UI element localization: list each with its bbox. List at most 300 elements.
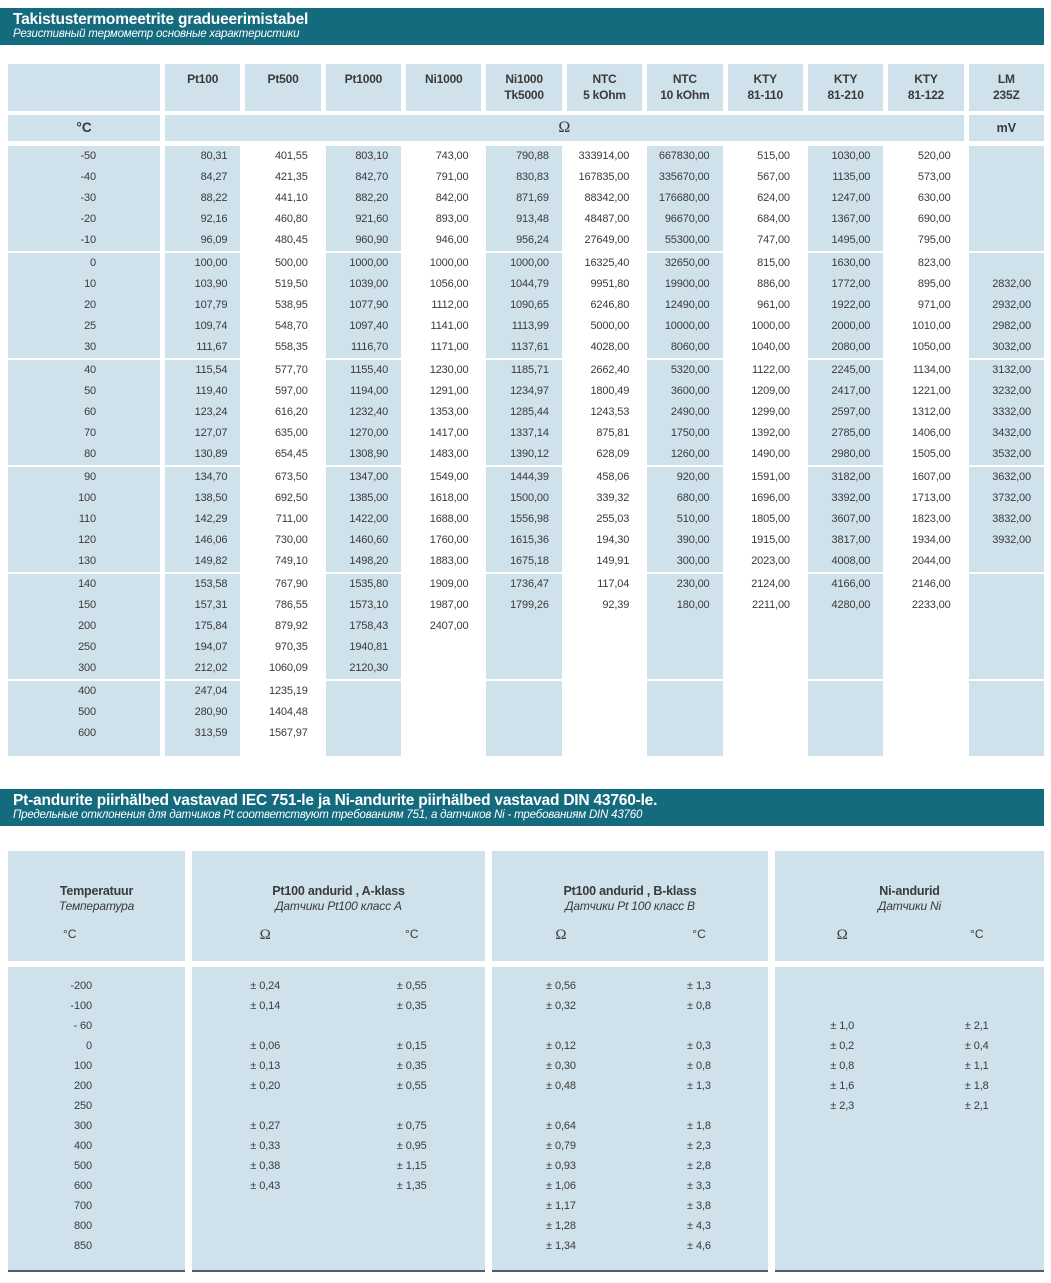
t1-column-header	[165, 64, 240, 111]
t1-value-cell: 673,50	[274, 471, 308, 483]
t1-value-cell: 730,00	[274, 534, 308, 546]
t2-tolerance-cell: ± 0,75	[396, 1120, 427, 1132]
t1-value-cell	[808, 702, 883, 723]
tolerance-panel-ni-sensors	[775, 851, 1044, 1272]
t1-bottom-pad	[486, 744, 561, 756]
t1-value-cell: 180,00	[647, 595, 722, 616]
t2-tolerance-cell	[910, 1216, 1045, 1236]
t1-value-cell: 913,48	[486, 209, 561, 230]
t1-value-cell: 1500,00	[486, 488, 561, 509]
t1-temperature-cell: 300	[8, 658, 160, 679]
t1-value-cell: 3632,00	[969, 467, 1044, 488]
t1-value-cell	[969, 574, 1044, 595]
t1-value-cell: 1799,26	[486, 595, 561, 616]
t1-value-cell	[808, 616, 883, 637]
t1-temperature-cell: -40	[8, 167, 160, 188]
t1-temperature-cell: 200	[8, 616, 160, 637]
t1-value-cell: 1247,00	[808, 188, 883, 209]
t2-tolerance-cell	[775, 976, 910, 996]
t2-tolerance-cell	[339, 1096, 486, 1116]
t2-temperature-cell: 500	[73, 1160, 92, 1172]
t1-value-cell	[888, 723, 963, 744]
t1-value-cell: 1044,79	[486, 274, 561, 295]
t1-value-cell: 1000,00	[326, 253, 401, 274]
t1-value-cell: 103,90	[165, 274, 240, 295]
t1-value-cell: 194,30	[596, 534, 630, 546]
t1-value-cell	[888, 616, 963, 637]
t1-value-cell: 8060,00	[647, 337, 722, 358]
t1-value-cell	[486, 702, 561, 723]
t1-value-cell: 961,00	[757, 299, 790, 311]
tolerance-panel-a-header	[192, 851, 485, 961]
t1-value-cell: 130,89	[165, 444, 240, 465]
tolerance-panel-ni-header	[775, 851, 1044, 961]
t2-tolerance-cell	[775, 1236, 910, 1256]
t2-tolerance-cell: ± 0,13	[250, 1060, 281, 1072]
t1-value-cell: 1556,98	[486, 509, 561, 530]
t2-tolerance-cell	[339, 1216, 486, 1236]
t1-value-cell: 3532,00	[969, 444, 1044, 465]
t1-temperature-cell: 0	[8, 253, 160, 274]
t2-tolerance-cell: ± 0,4	[964, 1040, 989, 1052]
t1-value-cell: 875,81	[596, 427, 630, 439]
t1-value-cell	[969, 595, 1044, 616]
t2-tolerance-cell: ± 0,35	[396, 1000, 427, 1012]
t1-value-cell: 32650,00	[647, 253, 722, 274]
t2-tolerance-cell: ± 1,15	[396, 1160, 427, 1172]
t2-tolerance-cell: ± 2,3	[830, 1100, 855, 1112]
t2-tolerance-cell	[192, 1016, 339, 1036]
t2-tolerance-cell	[910, 1236, 1045, 1256]
tolerance-panel-temperature-header	[8, 851, 185, 961]
t1-column-header	[888, 64, 963, 111]
t1-bottom-pad	[888, 744, 963, 756]
column-header-line2: 235Z	[993, 88, 1020, 102]
column-header-line2: 81-210	[827, 88, 864, 102]
t1-value-cell: 92,39	[602, 599, 630, 611]
t1-value-cell: 871,69	[486, 188, 561, 209]
t1-value-cell	[969, 723, 1044, 744]
t1-value-cell: 2120,30	[326, 658, 401, 679]
t1-value-cell: 1417,00	[429, 427, 469, 439]
t1-value-cell: 157,31	[165, 595, 240, 616]
t1-value-cell: 401,55	[274, 150, 308, 162]
t1-value-cell: 117,04	[597, 578, 630, 590]
t2-tolerance-cell: ± 3,3	[687, 1180, 711, 1192]
t1-value-cell: 920,00	[647, 467, 722, 488]
t1-value-cell: 520,00	[917, 150, 951, 162]
t1-value-cell: 1406,00	[911, 427, 951, 439]
t1-value-cell	[567, 681, 642, 702]
t1-value-cell: 630,00	[917, 192, 951, 204]
t1-value-cell: 4008,00	[808, 551, 883, 572]
t1-value-cell: 48487,00	[584, 213, 630, 225]
t1-value-cell	[647, 658, 722, 679]
t1-value-cell	[969, 551, 1044, 572]
t1-value-cell: 1097,40	[326, 316, 401, 337]
t1-value-cell: 1630,00	[808, 253, 883, 274]
t1-temperature-cell: 80	[8, 444, 160, 465]
t1-value-cell: 1299,00	[751, 406, 790, 418]
t1-corner-cell	[8, 64, 160, 111]
t1-value-cell: 803,10	[326, 146, 401, 167]
t1-value-cell: 421,35	[274, 171, 308, 183]
t1-value-cell: 390,00	[647, 530, 722, 551]
t2-tolerance-cell: ± 0,20	[250, 1080, 281, 1092]
t2-tolerance-cell: ± 4,6	[687, 1240, 711, 1252]
t1-value-cell: 893,00	[435, 213, 469, 225]
t1-value-cell: 1696,00	[751, 492, 790, 504]
panel-unit-ohm: Ω	[555, 927, 567, 943]
t2-tolerance-cell: ± 0,93	[546, 1160, 576, 1172]
t1-value-cell: 1337,14	[486, 423, 561, 444]
t2-temperature-cell: 600	[73, 1180, 92, 1192]
t1-value-cell: 441,10	[274, 192, 308, 204]
t1-value-cell: 2233,00	[911, 599, 951, 611]
t1-value-cell: 3392,00	[808, 488, 883, 509]
t1-value-cell: 1234,97	[486, 381, 561, 402]
t2-tolerance-cell: ± 1,8	[687, 1120, 711, 1132]
t1-value-cell: 149,91	[596, 555, 630, 567]
t1-bottom-pad	[245, 744, 320, 756]
tolerance-table-titlebar	[0, 789, 1044, 826]
t1-value-cell: 55300,00	[647, 230, 722, 251]
t2-tolerance-cell	[492, 1016, 630, 1036]
t1-value-cell: 27649,00	[584, 234, 630, 246]
t2-tolerance-cell: ± 1,06	[546, 1180, 576, 1192]
t1-value-cell: 1185,71	[486, 360, 561, 381]
t1-temperature-cell: 130	[8, 551, 160, 572]
t1-value-cell	[406, 723, 481, 744]
t1-value-cell: 1194,00	[326, 381, 401, 402]
t1-value-cell: 1422,00	[326, 509, 401, 530]
t1-value-cell: 115,54	[165, 360, 240, 381]
t2-tolerance-cell	[630, 1096, 768, 1116]
t1-column-header	[245, 64, 320, 111]
t2-tolerance-cell	[910, 1116, 1045, 1136]
t1-value-cell	[969, 616, 1044, 637]
t1-value-cell	[888, 702, 963, 723]
t1-value-cell: 1141,00	[430, 320, 469, 332]
t2-tolerance-cell: ± 0,30	[546, 1060, 576, 1072]
t1-value-cell: 1392,00	[751, 427, 790, 439]
t1-value-cell: 577,70	[274, 364, 308, 376]
tolerance-b-class-body	[492, 967, 768, 1272]
t1-value-cell: 790,88	[486, 146, 561, 167]
t2-tolerance-cell: ± 3,8	[687, 1200, 711, 1212]
t1-value-cell: 2980,00	[808, 444, 883, 465]
t1-value-cell: 767,90	[274, 578, 308, 590]
t1-value-cell: 749,10	[274, 555, 308, 567]
t2-tolerance-cell	[910, 1156, 1045, 1176]
column-header-line1: KTY	[914, 72, 938, 86]
t1-value-cell: 1922,00	[808, 295, 883, 316]
t1-value-cell: 1688,00	[429, 513, 469, 525]
t1-value-cell	[486, 681, 561, 702]
t1-value-cell: 1308,90	[326, 444, 401, 465]
t1-value-cell	[647, 616, 722, 637]
t1-value-cell: 5000,00	[590, 320, 630, 332]
t1-value-cell: 6246,80	[590, 299, 630, 311]
t1-value-cell: 1987,00	[429, 599, 469, 611]
t2-tolerance-cell: ± 0,06	[250, 1040, 281, 1052]
t1-temperature-cell: 150	[8, 595, 160, 616]
t1-value-cell: 10000,00	[647, 316, 722, 337]
t1-value-cell: 194,07	[165, 637, 240, 658]
t1-value-cell	[969, 681, 1044, 702]
column-header-line1: Pt500	[267, 72, 299, 86]
column-header-line2: 5 kOhm	[583, 88, 626, 102]
t1-value-cell: 1915,00	[751, 534, 790, 546]
t1-value-cell: 823,00	[917, 257, 951, 269]
t1-value-cell: 460,80	[274, 213, 308, 225]
panel-unit-celsius: °C	[692, 927, 706, 941]
t2-tolerance-cell: ± 1,3	[687, 1080, 711, 1092]
t1-value-cell: 1221,00	[911, 385, 951, 397]
t1-value-cell: 1285,44	[486, 402, 561, 423]
t1-value-cell: 2982,00	[969, 316, 1044, 337]
column-header-line1: NTC	[592, 72, 617, 86]
t1-value-cell: 100,00	[165, 253, 240, 274]
t1-bottom-pad	[8, 744, 160, 756]
t1-value-cell: 1495,00	[808, 230, 883, 251]
t2-tolerance-cell: ± 0,24	[250, 980, 281, 992]
panel-title: Temperatuur	[59, 884, 134, 898]
t1-value-cell	[486, 637, 561, 658]
t2-tolerance-cell: ± 0,8	[687, 1000, 711, 1012]
t1-value-cell: 12490,00	[647, 295, 722, 316]
t1-value-cell: 882,20	[326, 188, 401, 209]
t1-value-cell: 1112,00	[431, 299, 469, 311]
t1-value-cell: 2932,00	[969, 295, 1044, 316]
t1-column-header	[567, 64, 642, 111]
t1-value-cell	[406, 637, 481, 658]
t1-value-cell: 255,03	[596, 513, 630, 525]
t2-temperature-cell: -200	[70, 980, 92, 992]
tolerance-temperature-body	[8, 967, 185, 1272]
t1-value-cell	[728, 658, 803, 679]
t1-value-cell: 3132,00	[969, 360, 1044, 381]
t1-bottom-pad	[567, 744, 642, 756]
tolerance-panel-temperature	[8, 851, 185, 1272]
t2-tolerance-cell	[339, 1236, 486, 1256]
t1-value-cell: 558,35	[274, 341, 308, 353]
t2-tolerance-cell	[339, 1196, 486, 1216]
t1-value-cell: 1039,00	[326, 274, 401, 295]
calibration-table-titlebar	[0, 8, 1044, 45]
t1-value-cell: 538,95	[274, 299, 308, 311]
t1-value-cell	[486, 723, 561, 744]
t2-tolerance-cell: ± 0,2	[830, 1040, 855, 1052]
t1-value-cell: 80,31	[165, 146, 240, 167]
column-header-line1: NTC	[672, 72, 697, 86]
t1-value-cell: 548,70	[274, 320, 308, 332]
t1-temperature-cell: -10	[8, 230, 160, 251]
t1-value-cell: 4280,00	[808, 595, 883, 616]
panel-title: Ni-andurid	[879, 884, 940, 898]
t1-value-cell	[808, 658, 883, 679]
t1-value-cell: 1618,00	[429, 492, 469, 504]
t1-value-cell: 88,22	[165, 188, 240, 209]
t1-value-cell: 1444,39	[486, 467, 561, 488]
t1-value-cell: 480,45	[274, 234, 308, 246]
t1-value-cell: 946,00	[435, 234, 469, 246]
t1-value-cell: 2124,00	[751, 578, 790, 590]
t1-value-cell: 1000,00	[751, 320, 790, 332]
column-header-line2: 81-122	[907, 88, 945, 102]
t1-value-cell: 2211,00	[752, 599, 790, 611]
t1-value-cell: 1940,81	[326, 637, 401, 658]
t1-value-cell: 667830,00	[647, 146, 722, 167]
t1-value-cell: 2146,00	[911, 578, 951, 590]
t1-value-cell: 680,00	[647, 488, 722, 509]
t2-tolerance-cell	[492, 1096, 630, 1116]
t1-value-cell: 212,02	[165, 658, 240, 679]
t1-value-cell: 1134,00	[912, 364, 951, 376]
t2-tolerance-cell: ± 1,34	[546, 1240, 576, 1252]
t2-tolerance-cell	[910, 1176, 1045, 1196]
t1-value-cell: 1573,10	[326, 595, 401, 616]
t1-value-cell: 1235,19	[269, 685, 308, 697]
t1-temperature-cell: -20	[8, 209, 160, 230]
column-header-line1: KTY	[833, 72, 858, 86]
t1-value-cell: 84,27	[165, 167, 240, 188]
t1-value-cell: 1758,43	[326, 616, 401, 637]
t1-value-cell: 2490,00	[647, 402, 722, 423]
t1-value-cell: 4028,00	[590, 341, 630, 353]
t1-value-cell: 3332,00	[969, 402, 1044, 423]
t2-tolerance-cell	[775, 1216, 910, 1236]
t2-tolerance-cell: ± 1,35	[396, 1180, 427, 1192]
column-header-line1: LM	[997, 72, 1015, 86]
t1-value-cell: 3832,00	[969, 509, 1044, 530]
t1-value-cell: 1077,90	[326, 295, 401, 316]
t2-temperature-cell: 0	[85, 1040, 92, 1052]
t1-value-cell	[969, 702, 1044, 723]
t1-temperature-cell: 40	[8, 360, 160, 381]
t1-value-cell	[406, 681, 481, 702]
t1-value-cell	[647, 723, 722, 744]
t1-value-cell: 616,20	[274, 406, 308, 418]
t1-value-cell: 1498,20	[326, 551, 401, 572]
t1-column-header	[647, 64, 722, 111]
t1-value-cell: 1505,00	[911, 448, 951, 460]
t1-temperature-cell: 25	[8, 316, 160, 337]
t1-value-cell	[567, 723, 642, 744]
t1-value-cell: 1736,47	[486, 574, 561, 595]
t1-value-cell: 1800,49	[590, 385, 630, 397]
t1-value-cell: 1000,00	[429, 257, 469, 269]
t1-value-cell: 96,09	[165, 230, 240, 251]
t2-tolerance-cell	[775, 1176, 910, 1196]
t1-value-cell	[728, 681, 803, 702]
t1-value-cell: 1135,00	[808, 167, 883, 188]
t1-column-header	[406, 64, 481, 111]
t1-value-cell	[647, 702, 722, 723]
t1-value-cell: 815,00	[757, 257, 790, 269]
t1-value-cell: 146,06	[165, 530, 240, 551]
t2-tolerance-cell: ± 2,3	[687, 1140, 711, 1152]
t2-tolerance-cell: ± 0,27	[250, 1120, 281, 1132]
t1-value-cell: 9951,80	[590, 278, 630, 290]
t1-value-cell: 149,82	[165, 551, 240, 572]
t1-value-cell: 1056,00	[429, 278, 469, 290]
column-header-line1: Pt100	[187, 72, 219, 86]
t2-tolerance-cell	[339, 1016, 486, 1036]
t1-value-cell: 2080,00	[808, 337, 883, 358]
t1-temperature-cell: 140	[8, 574, 160, 595]
t1-bottom-pad	[165, 744, 240, 756]
t1-value-cell: 747,00	[757, 234, 790, 246]
t1-value-cell: 247,04	[165, 681, 240, 702]
t1-value-cell: 1209,00	[751, 385, 790, 397]
t1-value-cell: 3932,00	[969, 530, 1044, 551]
tolerance-panel-pt100-b-class	[492, 851, 768, 1272]
column-header-line2: Tk5000	[504, 88, 544, 102]
column-header-line2: 10 kOhm	[660, 88, 710, 102]
t1-column-header	[728, 64, 803, 111]
t2-temperature-cell: 100	[73, 1060, 92, 1072]
t1-value-cell: 567,00	[757, 171, 790, 183]
t2-tolerance-cell: ± 1,17	[546, 1200, 576, 1212]
t1-value-cell: 692,50	[274, 492, 308, 504]
t1-value-cell: 96670,00	[647, 209, 722, 230]
t2-tolerance-cell	[775, 996, 910, 1016]
t2-tolerance-cell: ± 0,43	[250, 1180, 281, 1192]
t1-bottom-pad	[808, 744, 883, 756]
t1-value-cell: 879,92	[274, 620, 308, 632]
calibration-table-body	[8, 146, 1044, 756]
t2-tolerance-cell	[775, 1156, 910, 1176]
unit-ohm-label: Ω	[165, 115, 964, 141]
t1-value-cell	[969, 253, 1044, 274]
t1-value-cell	[567, 637, 642, 658]
t1-value-cell: 1090,65	[486, 295, 561, 316]
t1-value-cell: 19900,00	[647, 274, 722, 295]
t1-value-cell: 960,90	[326, 230, 401, 251]
panel-unit-celsius: °C	[63, 927, 77, 941]
t1-value-cell: 16325,40	[584, 257, 630, 269]
t2-tolerance-cell: ± 0,8	[687, 1060, 711, 1072]
t1-value-cell	[406, 658, 481, 679]
t2-tolerance-cell: ± 1,1	[964, 1060, 989, 1072]
panel-unit-celsius: °C	[970, 927, 984, 941]
tolerance-a-class-body	[192, 967, 485, 1272]
t1-value-cell: 1675,18	[486, 551, 561, 572]
t1-bottom-pad	[406, 744, 481, 756]
t1-bottom-pad	[969, 744, 1044, 756]
t1-value-cell	[888, 658, 963, 679]
t2-tolerance-cell	[910, 996, 1045, 1016]
t1-value-cell: 1385,00	[326, 488, 401, 509]
t1-temperature-cell: 50	[8, 381, 160, 402]
tolerance-table-title: Pt-andurite piirhälbed vastavad IEC 751-le ja Ni-andurite piirhälbed vastavad DIN 43760-le.	[13, 792, 658, 809]
t1-value-cell: 1535,80	[326, 574, 401, 595]
t1-value-cell	[728, 702, 803, 723]
t2-tolerance-cell	[775, 1196, 910, 1216]
t2-tolerance-cell	[775, 1116, 910, 1136]
tolerance-panel-pt100-a-class	[192, 851, 485, 1272]
t1-value-cell: 1347,00	[326, 467, 401, 488]
t1-value-cell: 573,00	[917, 171, 951, 183]
t1-value-cell: 519,50	[274, 278, 308, 290]
tolerance-panel-b-header	[492, 851, 768, 961]
t1-value-cell: 1353,00	[429, 406, 469, 418]
t1-value-cell	[647, 637, 722, 658]
t1-value-cell: 690,00	[917, 213, 951, 225]
t1-value-cell: 1823,00	[911, 513, 951, 525]
t1-value-cell: 2407,00	[429, 620, 469, 632]
